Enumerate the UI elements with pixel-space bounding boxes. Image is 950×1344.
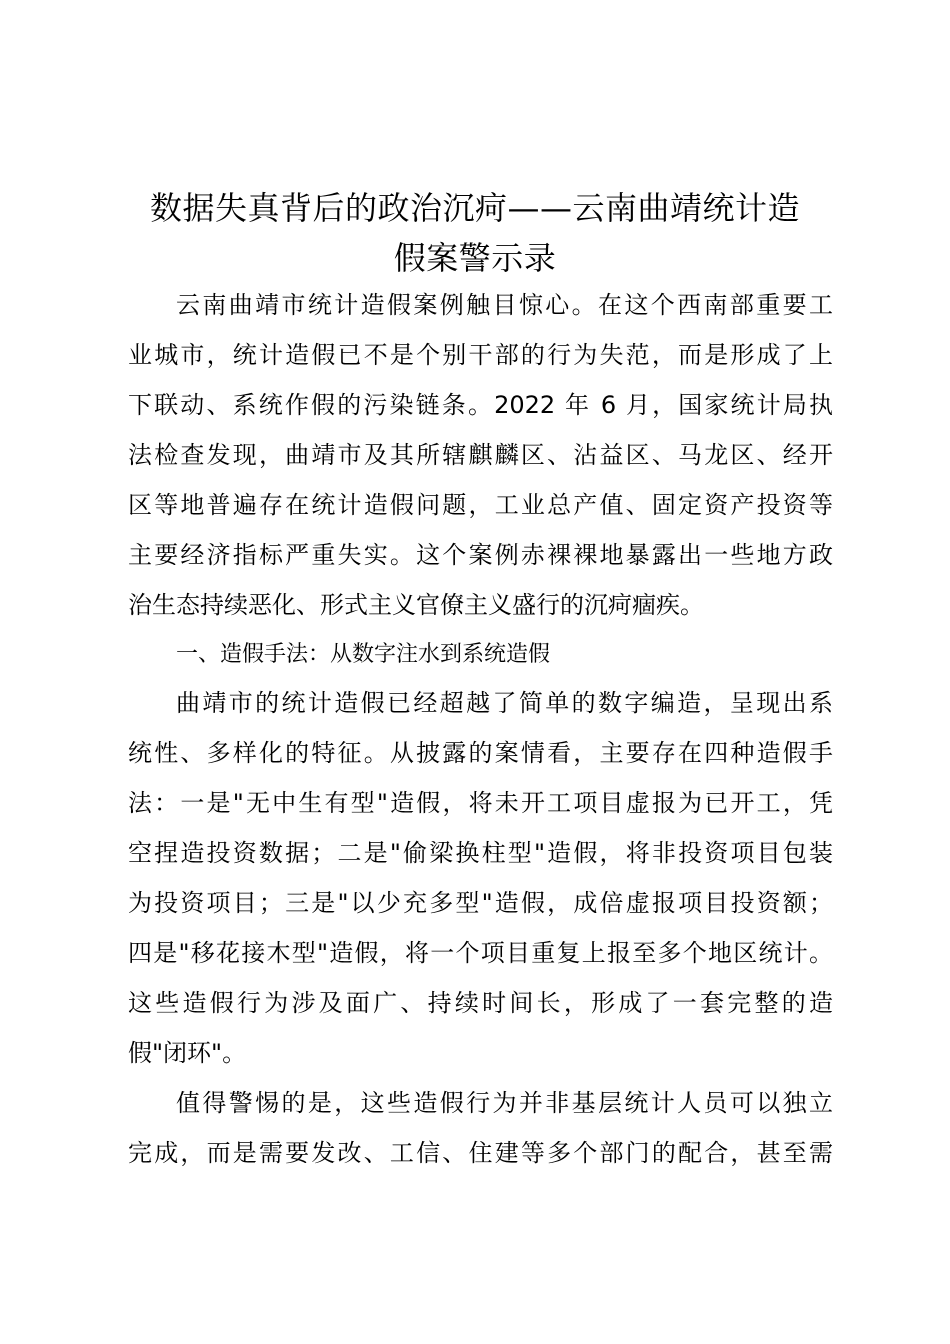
paragraph-2-line-4: 空捏造投资数据；二是"偷梁换柱型"造假，将非投资项目包装 [128, 839, 833, 867]
paragraph-2-line-6: 四是"移花接木型"造假，将一个项目重复上报至多个地区统计。 [128, 939, 833, 967]
paragraph-1-line-5: 区等地普遍存在统计造假问题，工业总产值、固定资产投资等 [128, 491, 833, 519]
paragraph-2-line-1: 曲靖市的统计造假已经超越了简单的数字编造，呈现出系 [176, 689, 833, 717]
paragraph-1-line-6: 主要经济指标严重失实。这个案例赤裸裸地暴露出一些地方政 [128, 541, 833, 569]
document-title-line-2: 假案警示录 [393, 239, 557, 277]
paragraph-2-line-2: 统性、多样化的特征。从披露的案情看，主要存在四种造假手 [128, 739, 833, 767]
paragraph-1-line-4: 法检查发现，曲靖市及其所辖麒麟区、沾益区、马龙区、经开 [128, 441, 833, 469]
paragraph-1-line-2: 业城市，统计造假已不是个别干部的行为失范，而是形成了上 [128, 341, 833, 369]
document-title-line-1: 数据失真背后的政治沉疴——云南曲靖统计造 [149, 189, 800, 227]
paragraph-2-line-3: 法：一是"无中生有型"造假，将未开工项目虚报为已开工，凭 [128, 789, 833, 817]
paragraph-3-line-2: 完成，而是需要发改、工信、住建等多个部门的配合，甚至需 [128, 1139, 833, 1167]
paragraph-1-line-7: 治生态持续恶化、形式主义官僚主义盛行的沉疴痼疾。 [128, 591, 704, 619]
section-1-heading: 一、造假手法：从数字注水到系统造假 [176, 642, 551, 667]
paragraph-2-line-8: 假"闭环"。 [128, 1039, 247, 1067]
paragraph-2-line-7: 这些造假行为涉及面广、持续时间长，形成了一套完整的造 [128, 989, 833, 1017]
paragraph-2-line-5: 为投资项目；三是"以少充多型"造假，成倍虚报项目投资额； [128, 889, 833, 917]
paragraph-1-line-3: 下联动、系统作假的污染链条。2022 年 6 月，国家统计局执 [128, 391, 833, 419]
paragraph-3-line-1: 值得警惕的是，这些造假行为并非基层统计人员可以独立 [176, 1089, 833, 1117]
paragraph-1-line-1: 云南曲靖市统计造假案例触目惊心。在这个西南部重要工 [176, 291, 833, 319]
